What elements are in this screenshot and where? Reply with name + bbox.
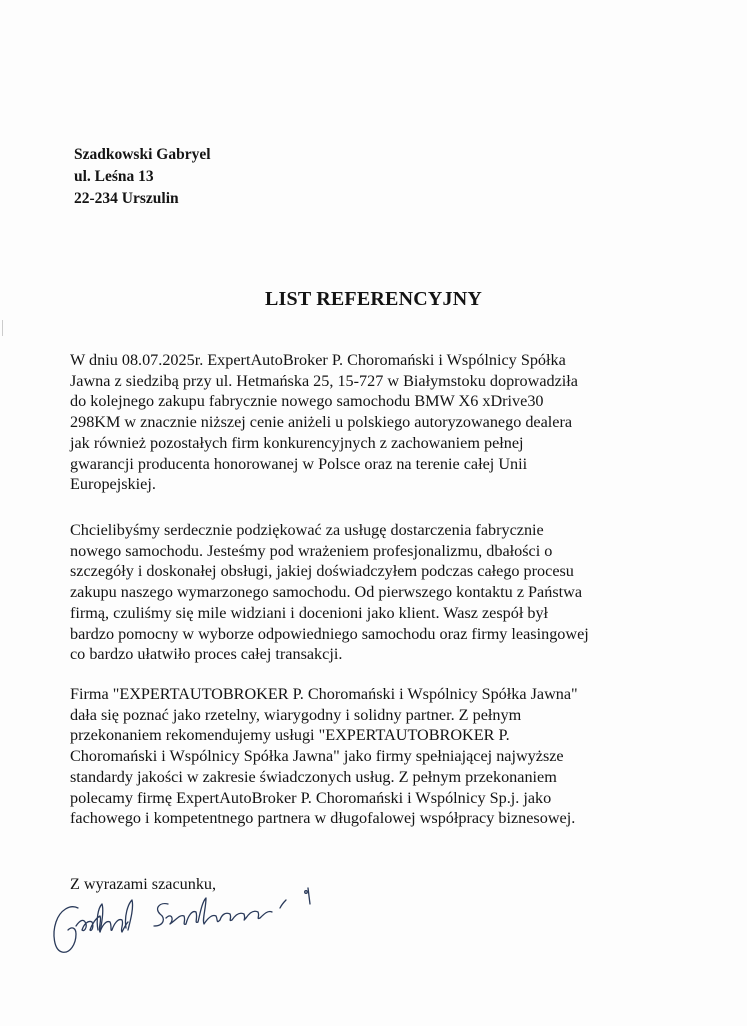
paragraph-line: zakupu naszego wymarzonego samochodu. Od pierwszego kontaktu z Państwa bbox=[70, 583, 583, 602]
paragraph-line: Chcielibyśmy serdecznie podziękować za usługę dostarczenia fabrycznie bbox=[70, 521, 544, 539]
paragraph-line: szczegóły i doskonałej obsługi, jakiej doświadczyłem podczas całego procesu bbox=[70, 562, 574, 581]
paragraph-line: bardzo pomocny w wyborze odpowiedniego samochodu oraz firmy leasingowej bbox=[70, 624, 589, 643]
paragraph-2 bbox=[70, 520, 589, 665]
handwritten-signature bbox=[40, 880, 340, 960]
paragraph-3 bbox=[70, 684, 578, 829]
closing-salutation: Z wyrazami szacunku, bbox=[70, 875, 217, 893]
sender-city: 22-234 Urszulin bbox=[74, 190, 179, 207]
paragraph-1 bbox=[70, 350, 578, 495]
sender-name: Szadkowski Gabryel bbox=[74, 146, 211, 163]
paragraph-line: Firma "EXPERTAUTOBROKER P. Choromański i Wspólnicy Spółka Jawna" bbox=[70, 685, 578, 703]
paragraph-line: dała się poznać jako rzetelny, wiarygodny i solidny partner. Z pełnym bbox=[70, 705, 522, 724]
sender-address-block bbox=[74, 144, 211, 210]
paragraph-line: Choromański i Wspólnicy Spółka Jawna" jako firmy spełniającej najwyższe bbox=[70, 747, 564, 766]
paragraph-line: gwarancji producenta honorowanej w Polsce oraz na terenie całej Unii bbox=[70, 454, 528, 473]
paragraph-line: standardy jakości w zakresie świadczonych usług. Z pełnym przekonaniem bbox=[70, 767, 557, 786]
paragraph-line: firmą, czuliśmy się mile widziani i docenioni jako klient. Wasz zespół był bbox=[70, 603, 549, 622]
paragraph-line: fachowego i kompetentnego partnera w długofalowej współpracy biznesowej. bbox=[70, 809, 576, 828]
paragraph-line: Jawna z siedzibą przy ul. Hetmańska 25, 15-727 w Białymstoku doprowadziła bbox=[70, 371, 578, 390]
paragraph-line: jak również pozostałych firm konkurencyjnych z zachowaniem pełnej bbox=[70, 433, 524, 452]
sender-street: ul. Leśna 13 bbox=[74, 168, 154, 185]
paragraph-line: co bardzo ułatwiło proces całej transakcji. bbox=[70, 645, 343, 664]
paragraph-line: przekonaniem rekomendujemy usługi "EXPERTAUTOBROKER P. bbox=[70, 726, 510, 745]
paragraph-line: W dniu 08.07.2025r. ExpertAutoBroker P. Choromański i Wspólnicy Spółka bbox=[70, 351, 566, 369]
paragraph-line: nowego samochodu. Jesteśmy pod wrażeniem profesjonalizmu, dbałości o bbox=[70, 541, 553, 560]
paragraph-line: do kolejnego zakupu fabrycznie nowego samochodu BMW X6 xDrive30 bbox=[70, 392, 544, 411]
scan-edge-mark bbox=[2, 320, 3, 336]
paragraph-line: 298KM w znacznie niższej cenie aniżeli u polskiego autoryzowanego dealera bbox=[70, 413, 573, 432]
paragraph-line: Europejskiej. bbox=[70, 475, 156, 494]
paragraph-line: polecamy firmę ExpertAutoBroker P. Choromański i Wspólnicy Sp.j. jako bbox=[70, 788, 552, 807]
letter-title: LIST REFERENCYJNY bbox=[265, 288, 482, 310]
